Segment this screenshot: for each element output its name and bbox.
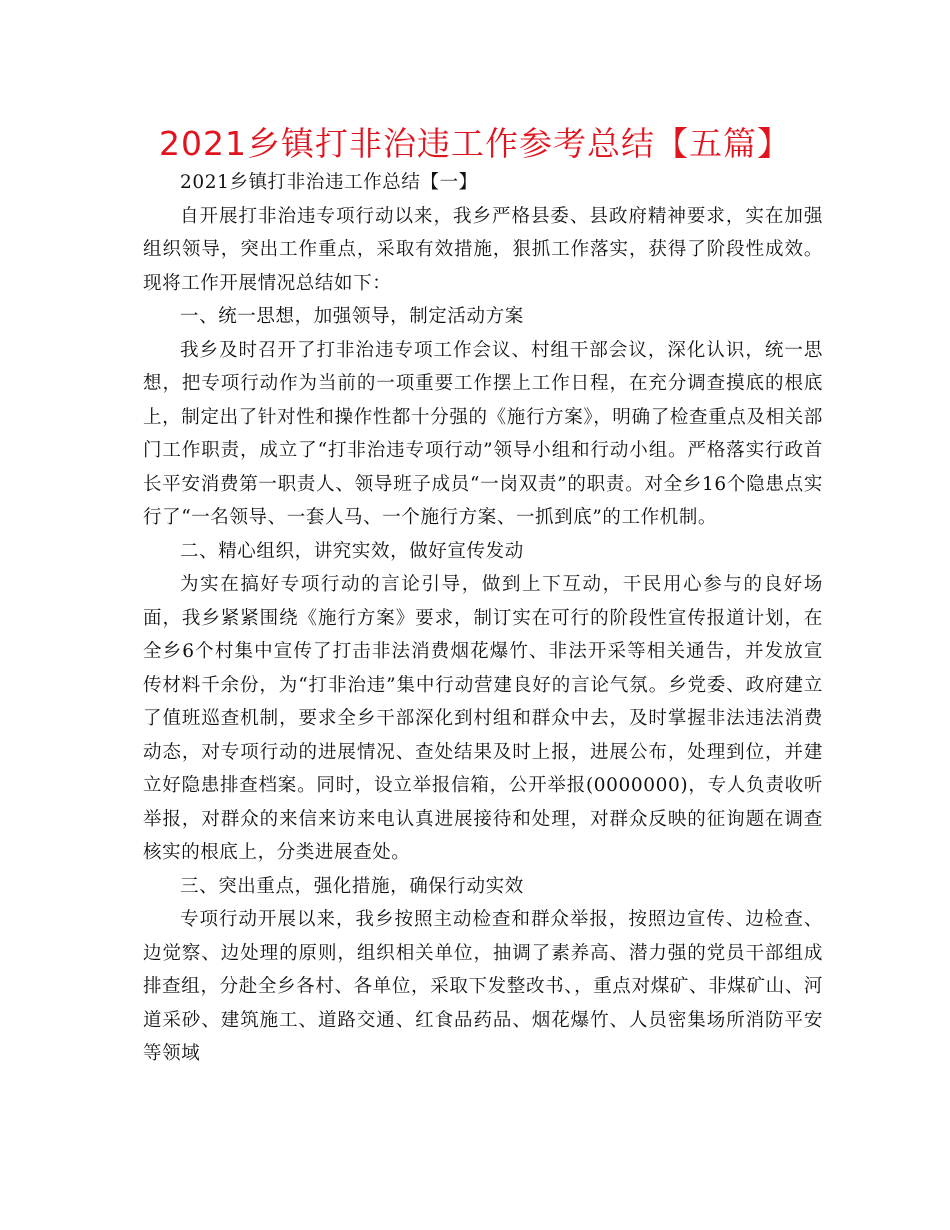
document-title: 2021乡镇打非治违工作参考总结【五篇】 (159, 124, 791, 163)
section-subtitle: 2021乡镇打非治违工作总结【一】 (180, 172, 478, 193)
paragraph-intro: 自开展打非治违专项行动以来，我乡严格县委、县政府精神要求，实在加强组织领导，突出工作重点，采取有效措施，狠抓工作落实，获得了阶段性成效。现将工作开展情况总结如下： (143, 205, 823, 294)
section-heading-3: 三、突出重点，强化措施，确保行动实效 (180, 875, 524, 897)
paragraph-1: 我乡及时召开了打非治违专项工作会议、村组干部会议，深化认识，统一思想，把专项行动作为当前的一项重要工作摆上工作日程，在充分调查摸底的根底上，制定出了针对性和操作性都十分强的《施行方案》，明确了检查重点及相关部门工作职责，成立了“打非治违专项行动”领导小组和行动小组。严格落实行政首长平安消费第一职责人、领导班子成员“一岗双责”的职责。对全乡16个隐患点实行了“一名领导、一套人马、一个施行方案、一抓到底”的工作机制。 (143, 339, 823, 528)
paragraph-2: 为实在搞好专项行动的言论引导，做到上下互动，干民用心参与的良好场面，我乡紧紧围绕《施行方案》要求，制订实在可行的阶段性宣传报道计划，在全乡6个村集中宣传了打击非法消费烟花爆竹、非法开采等相关通告，并发放宣传材料千余份，为“打非治违”集中行动营建良好的言论气氛。乡党委、政府建立了值班巡查机制，要求全乡干部深化到村组和群众中去，及时掌握非法违法消费动态，对专项行动的进展情况、查处结果及时上报，进展公布，处理到位，并建立好隐患排查档案。同时，设立举报信箱，公开举报(0000000)，专人负责收听举报，对群众的来信来访来电认真进展接待和处理，对群众反映的征询题在调查核实的根底上，分类进展查处。 (143, 574, 823, 863)
section-heading-1: 一、统一思想，加强领导，制定活动方案 (180, 306, 524, 327)
document-body (143, 166, 823, 1071)
paragraph-3: 专项行动开展以来，我乡按照主动检查和群众举报，按照边宣传、边检查、边觉察、边处理的原则，组织相关单位，抽调了素养高、潜力强的党员干部组成排查组，分赴全乡各村、各单位，采取下发整改书、，重点对煤矿、非煤矿山、河道采砂、建筑施工、道路交通、红食品药品、烟花爆竹、人员密集场所消防平安等领域 (143, 909, 823, 1064)
section-heading-2: 二、精心组织，讲究实效，做好宣传发动 (180, 540, 524, 562)
